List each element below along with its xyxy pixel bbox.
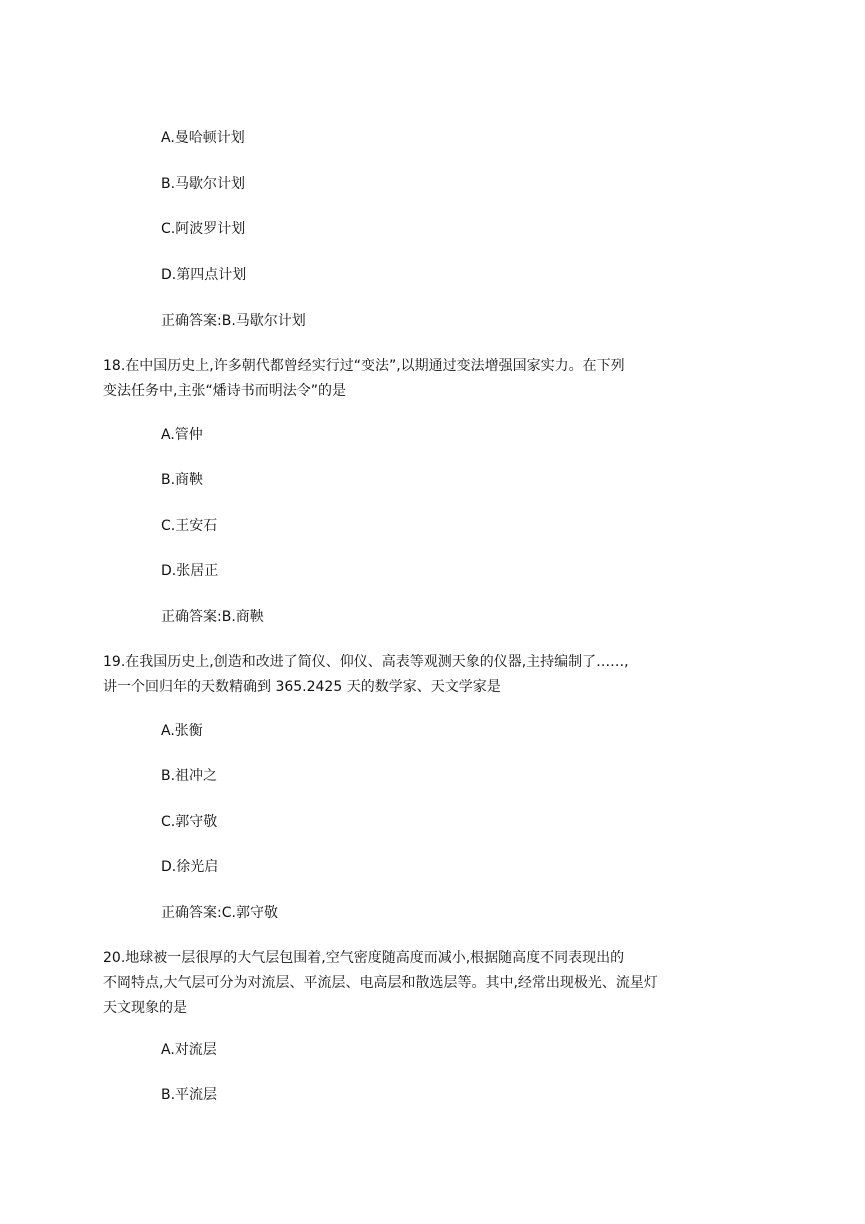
option-line: A.对流层 (161, 1042, 217, 1058)
option-line: D.徐光启 (161, 859, 219, 875)
answer-line: 正确答案:C.郭守敬 (161, 905, 278, 921)
option-line: C.王安石 (161, 518, 218, 534)
question-line: 不岡特点,大气层可分为对流层、平流层、电高层和散选层等。其中,经常出现极光、流星灯 (103, 975, 658, 991)
option-line: B.马歇尔计划 (161, 176, 246, 192)
answer-line: 正确答案:B.马歇尔计划 (161, 313, 306, 329)
question-line: 20.地球被一层很厚的大气层包围着,空气密度随高度而减小,根据随高度不同表现出的 (103, 950, 625, 966)
question-line: 讲一个回归年的天数精确到 365.2425 天的数学家、天文学家是 (103, 679, 501, 695)
option-line: C.郭守敬 (161, 814, 218, 830)
question-line: 19.在我国历史上,创造和改进了简仪、仰仪、高表等观测天象的仪器,主持编制了……, (103, 654, 629, 670)
option-line: A.管仲 (161, 427, 203, 443)
option-line: B.平流层 (161, 1087, 218, 1103)
question-line: 天文现象的是 (103, 1000, 187, 1016)
question-line: 18.在中国历史上,许多朝代都曾经实行过“变法”,以期通过变法增强国家实力。在下列 (103, 358, 625, 374)
option-line: A.曼哈顿计划 (161, 130, 245, 146)
option-line: B.祖冲之 (161, 768, 218, 784)
option-line: D.张居正 (161, 563, 219, 579)
option-line: B.商鞅 (161, 472, 204, 488)
option-line: C.阿波罗计划 (161, 221, 246, 237)
question-line: 变法任务中,主张“燔诗书而明法令”的是 (103, 383, 346, 399)
option-line: A.张衡 (161, 723, 203, 739)
answer-line: 正确答案:B.商鞅 (161, 609, 264, 625)
option-line: D.第四点计划 (161, 267, 247, 283)
